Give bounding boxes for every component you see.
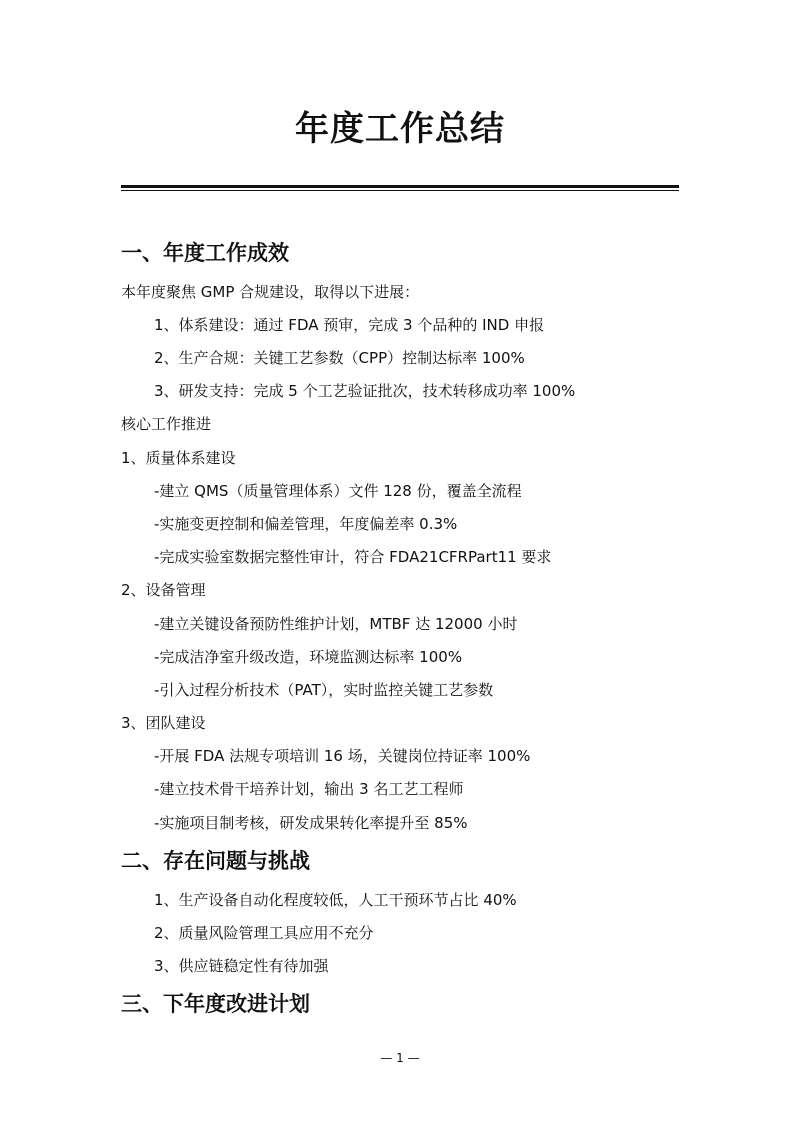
section-heading-plan: 三、下年度改进计划 — [121, 992, 310, 1016]
group-item: -完成洁净室升级改造，环境监测达标率 100% — [154, 648, 463, 666]
issue-item: 1、生产设备自动化程度较低，人工干预环节占比 40% — [154, 891, 517, 909]
document-title: 年度工作总结 — [295, 109, 505, 149]
group-item: -建立关键设备预防性维护计划，MTBF 达 12000 小时 — [154, 615, 518, 633]
progress-item: 1、体系建设：通过 FDA 预审，完成 3 个品种的 IND 申报 — [154, 316, 545, 334]
group-title-quality: 1、质量体系建设 — [121, 449, 236, 467]
group-item: -开展 FDA 法规专项培训 16 场，关键岗位持证率 100% — [154, 747, 531, 765]
progress-item: 3、研发支持：完成 5 个工艺验证批次，技术转移成功率 100% — [154, 382, 576, 400]
group-title-team: 3、团队建设 — [121, 714, 206, 732]
section-heading-achievements: 一、年度工作成效 — [121, 241, 289, 265]
group-item: -实施项目制考核，研发成果转化率提升至 85% — [154, 814, 468, 832]
issue-item: 3、供应链稳定性有待加强 — [154, 957, 329, 975]
progress-item: 2、生产合规：关键工艺参数（CPP）控制达标率 100% — [154, 349, 525, 367]
group-item: -实施变更控制和偏差管理，年度偏差率 0.3% — [154, 515, 458, 533]
group-item: -建立 QMS（质量管理体系）文件 128 份，覆盖全流程 — [154, 482, 522, 500]
title-divider-thick — [121, 185, 679, 188]
group-item: -建立技术骨干培养计划，输出 3 名工艺工程师 — [154, 780, 464, 798]
page-number: — 1 — — [380, 1051, 420, 1065]
group-title-equipment: 2、设备管理 — [121, 581, 206, 599]
group-item: -引入过程分析技术（PAT），实时监控关键工艺参数 — [154, 681, 494, 699]
issue-item: 2、质量风险管理工具应用不充分 — [154, 924, 374, 942]
section-intro: 本年度聚焦 GMP 合规建设，取得以下进展： — [121, 283, 420, 301]
core-work-label: 核心工作推进 — [121, 415, 212, 433]
title-divider-thin — [121, 190, 679, 191]
group-item: -完成实验室数据完整性审计，符合 FDA21CFRPart11 要求 — [154, 548, 552, 566]
section-heading-issues: 二、存在问题与挑战 — [121, 849, 310, 873]
